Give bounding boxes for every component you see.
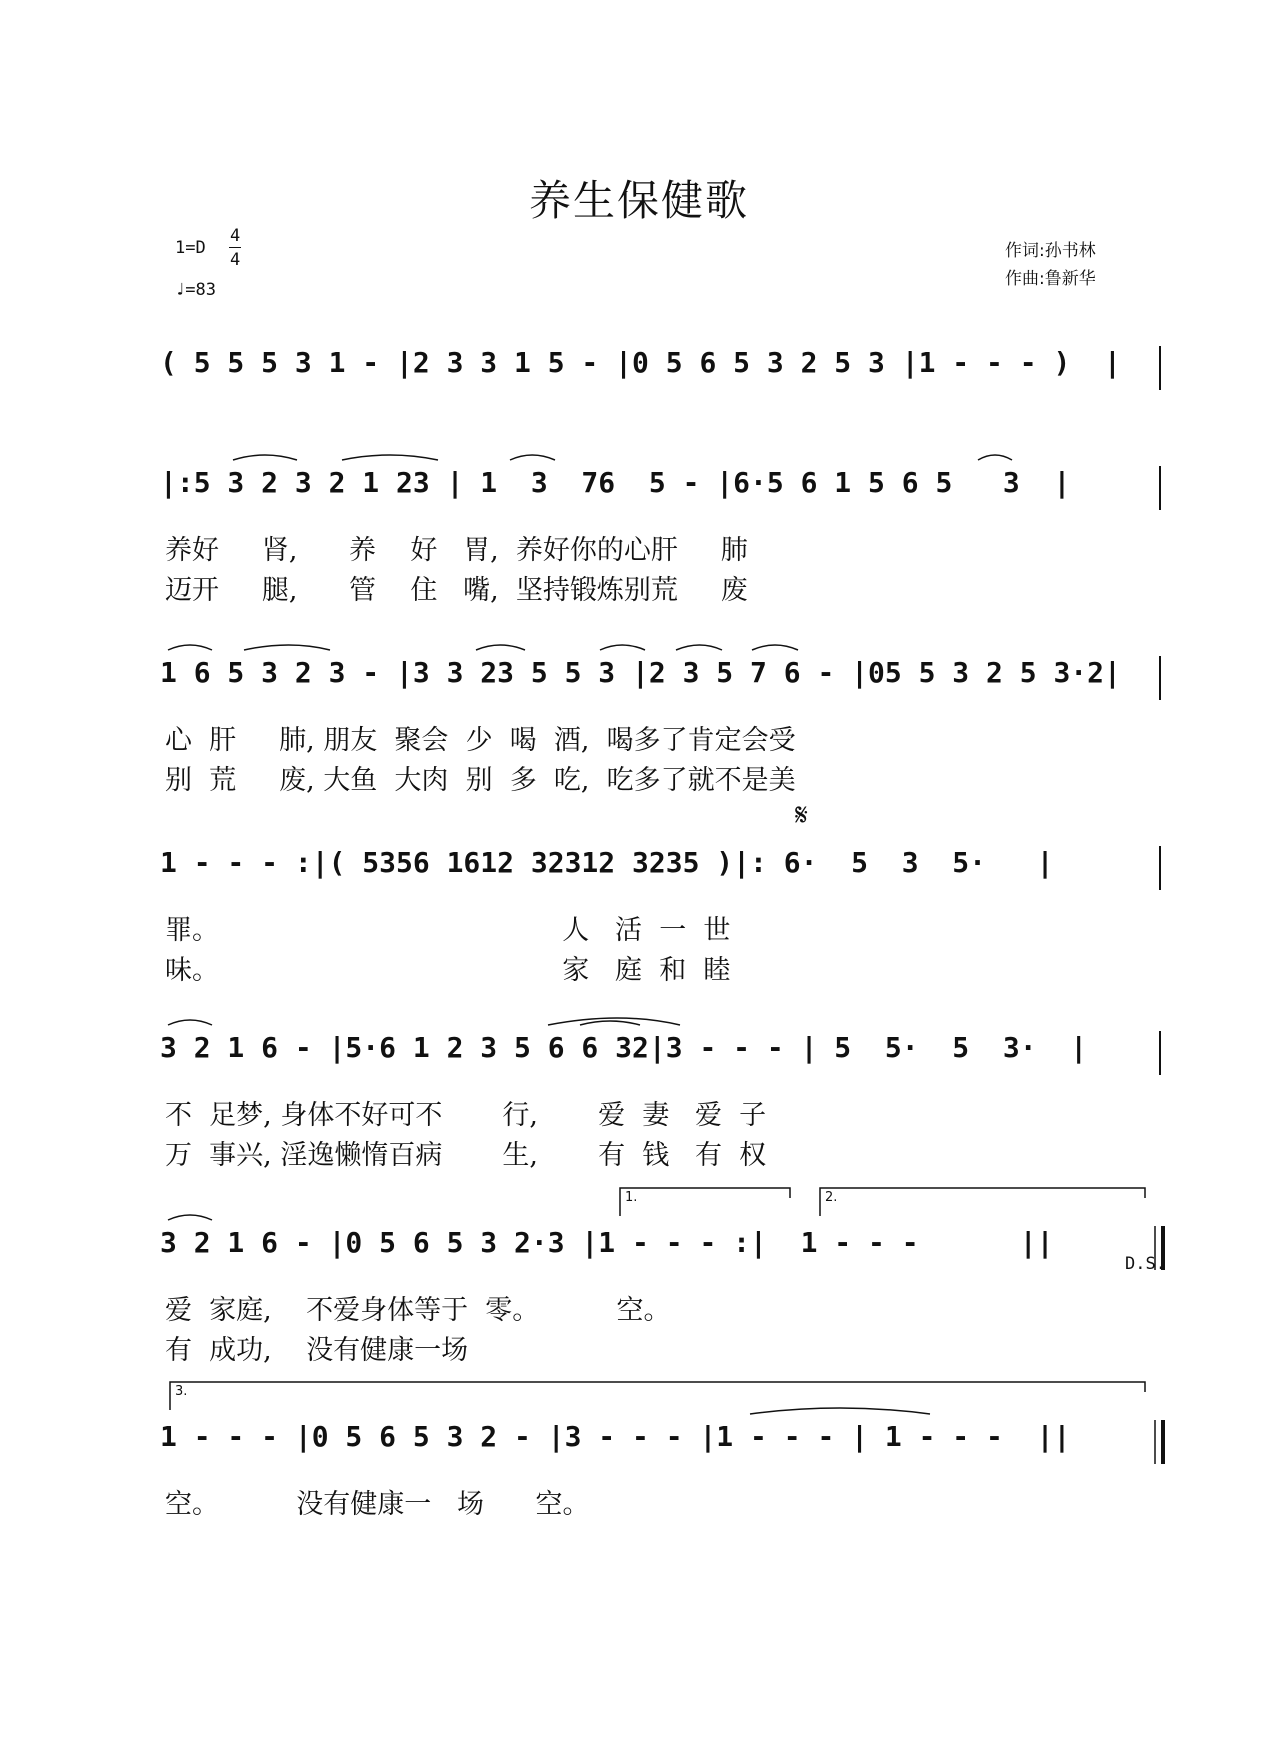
tempo-marking: ♩=83 bbox=[175, 280, 216, 300]
time-signature-line bbox=[229, 247, 241, 248]
time-signature-bottom: 4 bbox=[230, 250, 241, 270]
volta-3-label: 3. bbox=[175, 1384, 188, 1399]
notation-line: 1 - - - :|( 5356 1612 32312 3235 )|: 6· 5 3 5· | bbox=[160, 846, 1054, 879]
score-system-4 bbox=[0, 798, 1278, 988]
notation-line: 1 6 5 3 2 3 - |3 3 23 5 5 3 |2 3 5 7 6 - |05 5 3 2 5 3·2| bbox=[160, 656, 1121, 689]
lyrics-verse-1: 罪。 人 活 一 世 bbox=[165, 915, 731, 946]
score-system-2 bbox=[0, 458, 1278, 608]
notation-line: ( 5 5 5 3 1 - |2 3 3 1 5 - |0 5 6 5 3 2 5 3 |1 - - - ) | bbox=[160, 346, 1121, 379]
score-system-3 bbox=[0, 648, 1278, 798]
volta-2-label: 2. bbox=[825, 1190, 838, 1205]
lyrics-verse-1: 心 肝 肺, 朋友 聚会 少 喝 酒, 喝多了肯定会受 bbox=[165, 725, 796, 756]
lyrics-verse-2: 迈开 腿, 管 住 嘴, 坚持锻炼别荒 废 bbox=[165, 575, 748, 606]
lyrics-verse-2: 有 成功, 没有健康一场 bbox=[165, 1335, 469, 1366]
song-title: 养生保健歌 bbox=[528, 176, 749, 225]
lyrics-verse-2: 别 荒 废, 大鱼 大肉 别 多 吃, 吃多了就不是美 bbox=[165, 765, 796, 796]
key-signature: 1=D bbox=[175, 238, 206, 258]
notation-line: 3 2 1 6 - |5·6 1 2 3 5 6 6 32|3 - - - | 5 5· 5 3· | bbox=[160, 1031, 1088, 1064]
score-system-5 bbox=[0, 1023, 1278, 1173]
lyricist-credit: 作词:孙书林 bbox=[1005, 241, 1096, 261]
lyrics-verse-2: 味。 家 庭 和 睦 bbox=[165, 955, 731, 986]
lyrics-verse-1: 空。 没有健康一 场 空。 bbox=[165, 1489, 590, 1520]
lyrics-verse-1: 不 足梦, 身体不好可不 行, 爱 妻 爱 子 bbox=[165, 1100, 767, 1131]
dal-segno-marking: D.S. bbox=[1125, 1254, 1166, 1274]
score-system-6 bbox=[0, 1190, 1278, 1368]
lyrics-verse-2: 万 事兴, 淫逸懒惰百病 生, 有 钱 有 权 bbox=[165, 1140, 767, 1171]
lyrics-verse-1: 养好 肾, 养 好 胃, 养好你的心肝 肺 bbox=[165, 535, 748, 566]
segno-icon: 𝄋 bbox=[795, 798, 808, 833]
volta-1-label: 1. bbox=[625, 1190, 638, 1205]
lyrics-verse-1: 爱 家庭, 不爱身体等于 零。 空。 bbox=[165, 1295, 671, 1326]
notation-line: 1 - - - |0 5 6 5 3 2 - |3 - - - |1 - - - | 1 - - - || bbox=[160, 1420, 1071, 1453]
time-signature-top: 4 bbox=[230, 226, 241, 246]
composer-credit: 作曲:鲁新华 bbox=[1005, 269, 1096, 289]
score-system-7 bbox=[0, 1384, 1278, 1562]
notation-line: |:5 3 2 3 2 1 23 | 1 3 76 5 - |6·5 6 1 5 6 5 3 | bbox=[160, 466, 1071, 499]
notation-line: 3 2 1 6 - |0 5 6 5 3 2·3 |1 - - - :| 1 - - - || bbox=[160, 1226, 1054, 1259]
